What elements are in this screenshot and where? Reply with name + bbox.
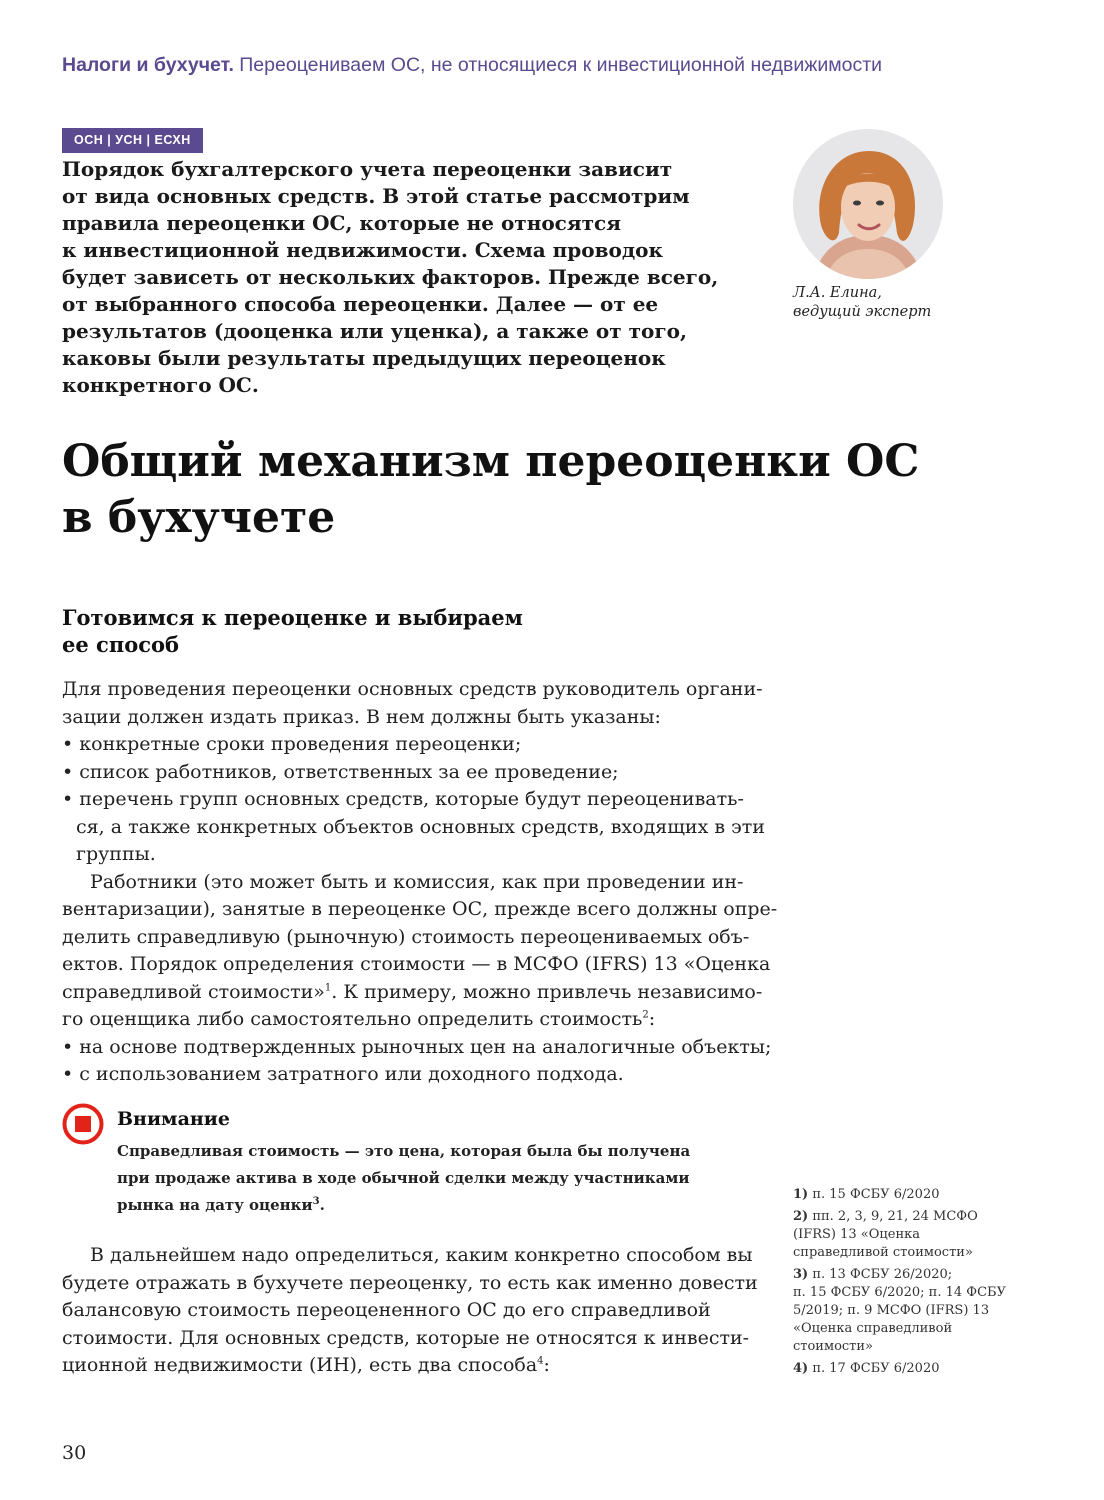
body-line: ектов. Порядок определения стоимости — в МСФО (IFRS) 13 «Оценка [62,953,771,975]
list-item: • конкретные сроки проведения переоценки; [62,733,522,755]
footnote-ref[interactable]: 1 [324,982,332,994]
attention-title: Внимание [117,1108,230,1130]
attention-line: при продаже актива в ходе обычной сделки между участниками [117,1169,690,1187]
running-head-section: Налоги и бухучет. [62,54,234,76]
body-line: го оценщика либо самостоятельно определить стоимость$^2$: [62,1008,656,1030]
sidenotes [793,1186,1023,1382]
attention-line: рынка на дату оценки$^3$. [117,1196,325,1214]
footnote: 2) пп. 2, 3, 9, 21, 24 МСФО (IFRS) 13 «Оценка справедливой стоимости» [793,1209,978,1260]
author-photo [793,129,943,279]
running-head [62,54,1062,77]
list-item: • перечень групп основных средств, которые будут переоценивать- [62,788,744,810]
lead-paragraph [62,156,742,399]
lead-line: от выбранного способа переоценки. Далее — от ее [62,292,659,316]
article-title-line: в бухучете [62,492,336,543]
tax-regime-badge: ОСН | УСН | ЕСХН [62,128,203,153]
lead-line: будет зависеть от нескольких факторов. Прежде всего, [62,265,719,289]
lead-line: к инвестиционной недвижимости. Схема проводок [62,238,663,262]
lead-line: каковы были результаты предыдущих переоценок [62,346,666,370]
running-head-title: Переоцениваем ОС, не относящиеся к инвестиционной недвижимости [233,54,883,76]
list-item: • на основе подтвержденных рыночных цен на аналогичные объекты; [62,1035,772,1058]
body-line: балансовую стоимость переоцененного ОС до его справедливой [62,1299,711,1321]
body-line: стоимости. Для основных средств, которые не относятся к инвести- [62,1326,750,1349]
lead-line: конкретного ОС. [62,373,259,397]
section-title [62,604,762,658]
footnote-ref[interactable]: 2 [642,1009,649,1021]
article-title-line: Общий механизм переоценки ОС [62,436,920,487]
page-number: 30 [62,1442,87,1464]
body-line: Для проведения переоценки основных средств руководитель органи- [62,678,763,700]
footnote-ref[interactable]: 4 [537,1355,544,1367]
list-item: • список работников, ответственных за ее проведение; [62,760,619,783]
footnote-ref[interactable]: 3 [312,1196,320,1207]
body-line: делить справедливую (рыночную) стоимость переоцениваемых объ- [62,925,750,948]
section-title-line: Готовимся к переоценке и выбираем [62,605,523,630]
attention-text [117,1138,757,1219]
footnote-number: 4) [793,1361,809,1376]
body-line: В дальнейшем надо определиться, каким конкретно способом вы [90,1244,753,1266]
lead-line: Порядок бухгалтерского учета переоценки зависит [62,157,673,181]
section-title-line: ее способ [62,632,179,657]
lead-line: правила переоценки ОС, которые не относятся [62,211,621,235]
body-line: вентаризации), занятые в переоценке ОС, прежде всего должны опре- [62,898,778,920]
author-portrait-illustration [793,129,943,279]
body-line: Работники (это может быть и комиссия, как при проведении ин- [90,870,744,893]
list-item: • с использованием затратного или доходного подхода. [62,1063,624,1085]
body-line: ционной недвижимости (ИН), есть два способа$^4$: [62,1354,550,1376]
body-line: будете отражать в бухучете переоценку, то есть как именно довести [62,1271,758,1294]
author-name: Л.А. Елина, [793,285,882,301]
footnote-number: 3) [793,1267,809,1282]
list-item-continuation: группы. [76,843,156,865]
author-caption [793,284,1013,322]
lead-line: от вида основных средств. В этой статье рассмотрим [62,184,690,208]
footnote: 4) п. 17 ФСБУ 6/2020 [793,1361,940,1376]
article-title [62,434,1062,546]
footnote: 1) п. 15 ФСБУ 6/2020 [793,1187,940,1202]
list-item-continuation: ся, а также конкретных объектов основных средств, входящих в эти [76,815,765,838]
attention-line: Справедливая стоимость — это цена, которая была бы получена [117,1142,691,1160]
body-line: зации должен издать приказ. В нем должны быть указаны: [62,705,661,728]
footnote-number: 2) [793,1209,809,1224]
attention-stop-icon [62,1103,104,1145]
body-line: справедливой стоимости»$^1$. К примеру, можно привлечь независимо- [62,980,763,1003]
lead-line: результатов (дооценка или уценка), а также от того, [62,319,687,343]
footnote-number: 1) [793,1187,809,1202]
author-role: ведущий эксперт [793,304,932,320]
body-text-1 [62,676,778,1089]
body-text-2 [62,1242,758,1380]
footnote: 3) п. 13 ФСБУ 26/2020; п. 15 ФСБУ 6/2020; п. 14 ФСБУ 5/2019; п. 9 МСФО (IFRS) 13 «Оценка справедливой стоимости» [793,1267,1006,1354]
